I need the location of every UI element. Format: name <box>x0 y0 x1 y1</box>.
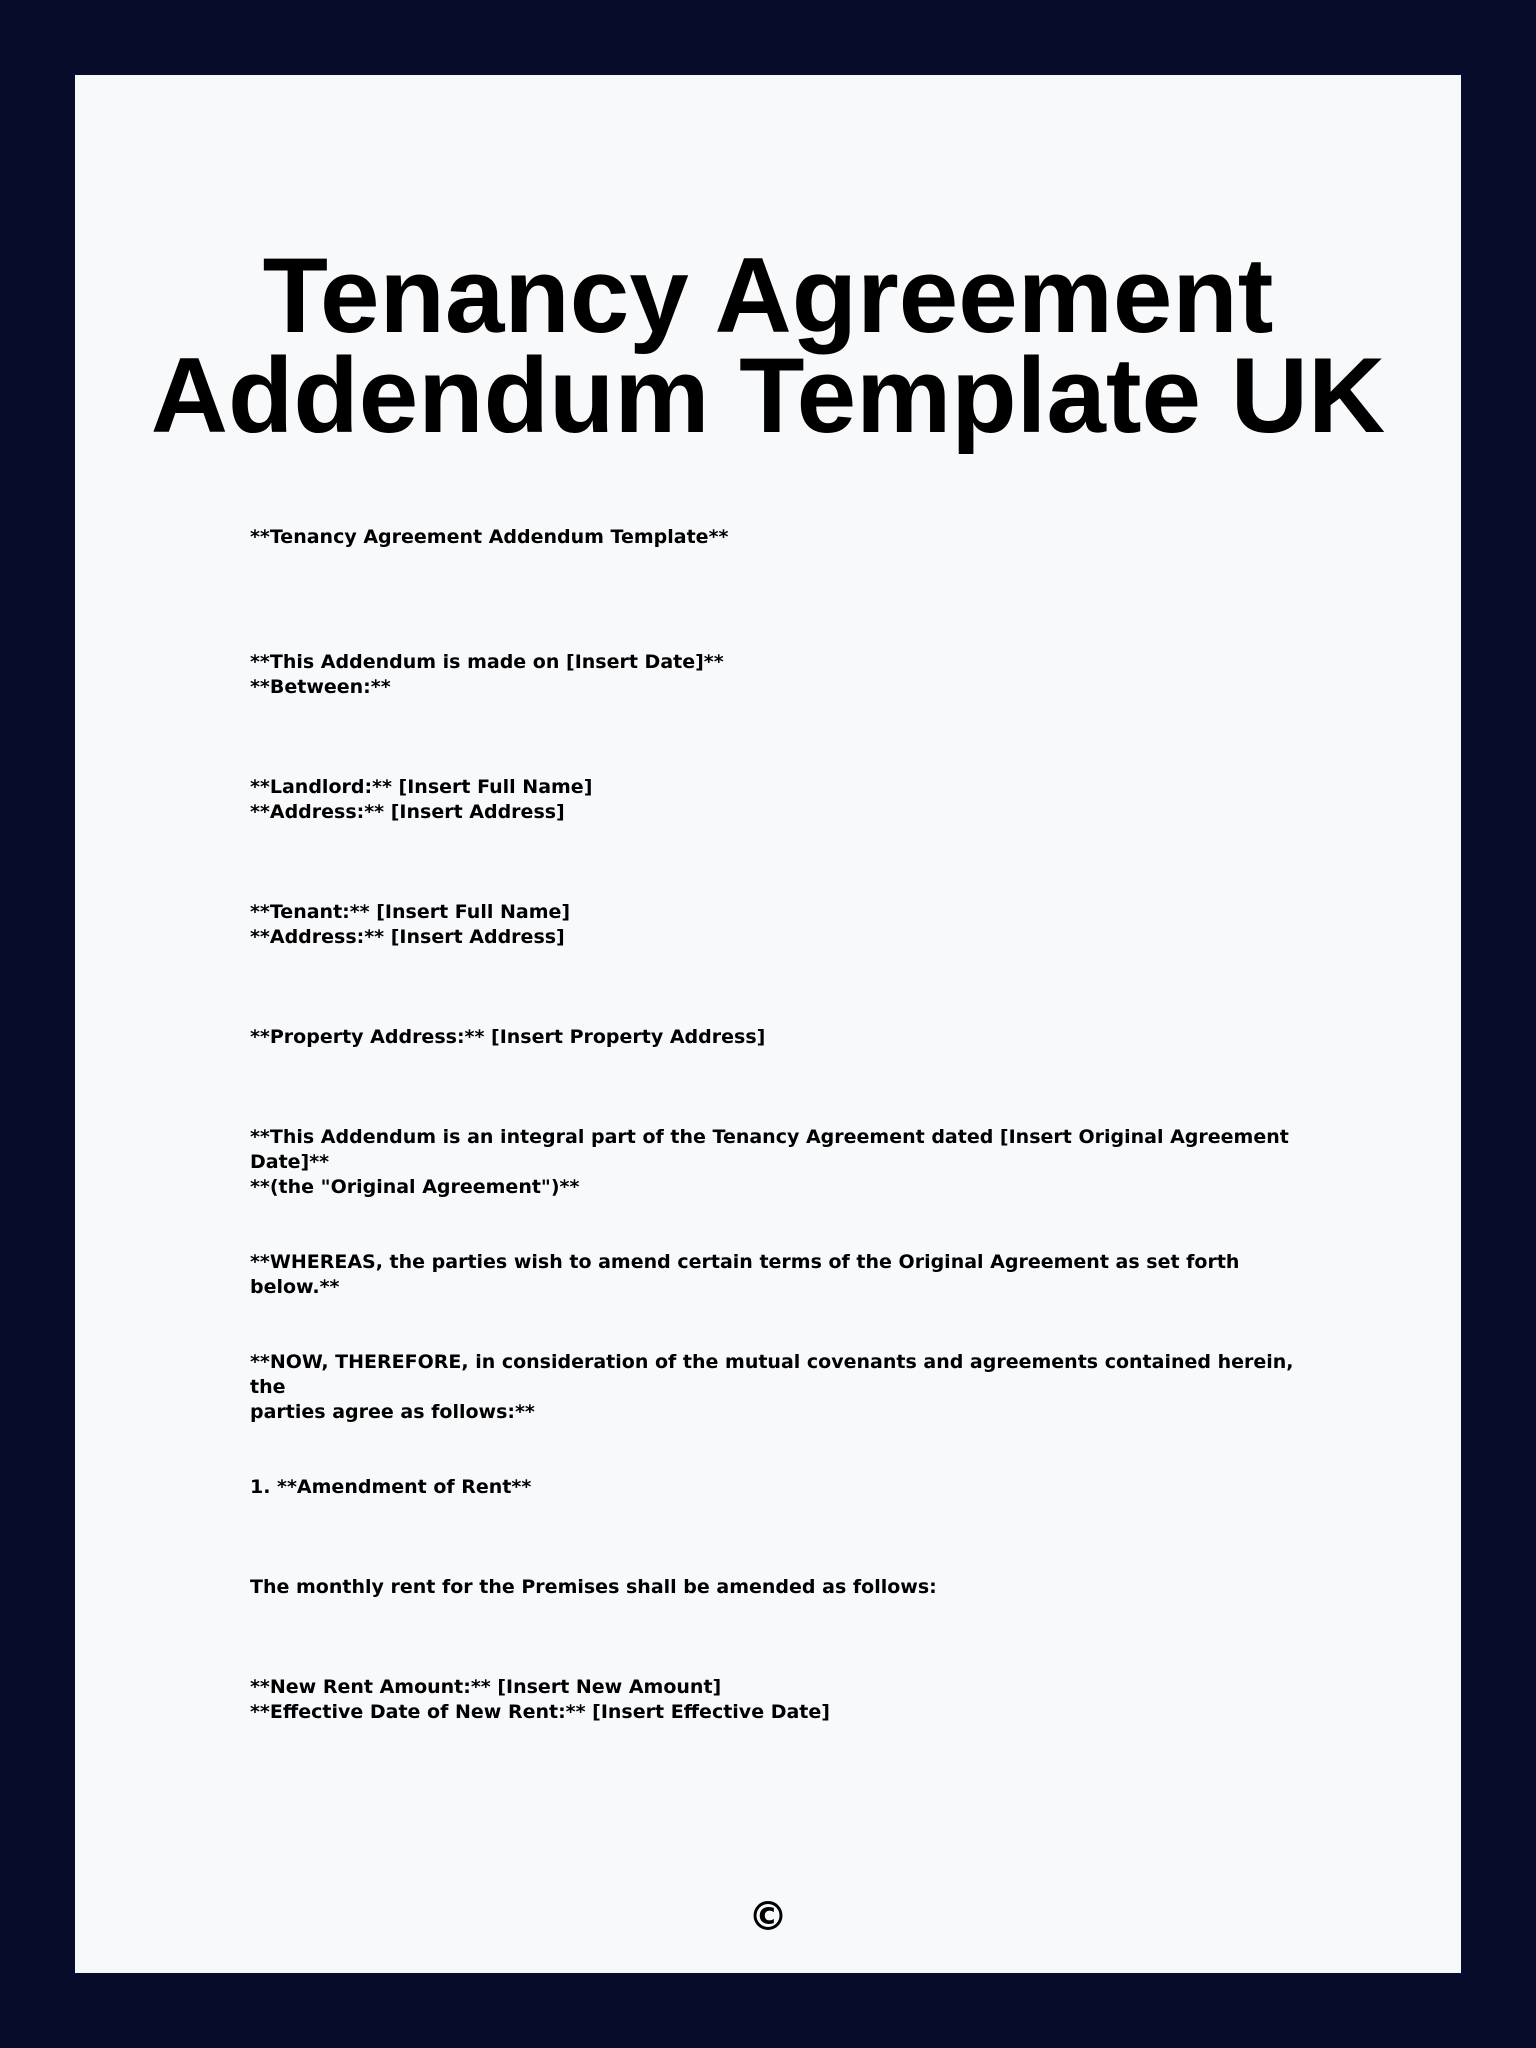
tenant-paragraph <box>250 900 1310 950</box>
new-rent-paragraph <box>250 1675 1310 1725</box>
text-line: **This Addendum is made on [Insert Date]** <box>250 651 724 673</box>
text-line: **New Rent Amount:** [Insert New Amount] <box>250 1676 722 1698</box>
section-heading-amendment-of-rent <box>250 1475 1310 1500</box>
document-title <box>75 235 1461 455</box>
text-line: **(the "Original Agreement")** <box>250 1176 580 1198</box>
text-line: **WHEREAS, the parties wish to amend certain terms of the Original Agreement as set forth below.** <box>250 1251 1240 1298</box>
document-page <box>75 75 1461 1973</box>
doc-heading <box>250 525 1310 550</box>
text-line: The monthly rent for the Premises shall be amended as follows: <box>250 1576 937 1598</box>
text-line: **This Addendum is an integral part of the Tenancy Agreement dated [Insert Original Agreement Date]** <box>250 1126 1289 1173</box>
text-line: **Tenancy Agreement Addendum Template** <box>250 526 729 548</box>
text-line: **Tenant:** [Insert Full Name] <box>250 901 571 923</box>
property-address-paragraph <box>250 1025 1310 1050</box>
text-line: parties agree as follows:** <box>250 1401 535 1423</box>
text-line: **Property Address:** [Insert Property Address] <box>250 1026 766 1048</box>
copyright-icon: © <box>748 1894 788 1940</box>
text-line: **Effective Date of New Rent:** [Insert Effective Date] <box>250 1701 830 1723</box>
text-line: **Between:** <box>250 676 391 698</box>
text-line: 1. **Amendment of Rent** <box>250 1476 532 1498</box>
text-line: **Address:** [Insert Address] <box>250 926 565 948</box>
integral-part-paragraph <box>250 1125 1310 1200</box>
text-line: **Landlord:** [Insert Full Name] <box>250 776 593 798</box>
title-line-2: Addendum Template UK <box>150 335 1386 455</box>
now-therefore-paragraph <box>250 1350 1310 1425</box>
rent-intro-paragraph <box>250 1575 1310 1600</box>
title-line-1: Tenancy Agreement <box>262 235 1274 355</box>
landlord-paragraph <box>250 775 1310 825</box>
whereas-paragraph <box>250 1250 1310 1300</box>
text-line: **Address:** [Insert Address] <box>250 801 565 823</box>
addendum-date-paragraph <box>250 650 1310 700</box>
text-line: **NOW, THEREFORE, in consideration of the mutual covenants and agreements contained herein, the <box>250 1351 1294 1398</box>
